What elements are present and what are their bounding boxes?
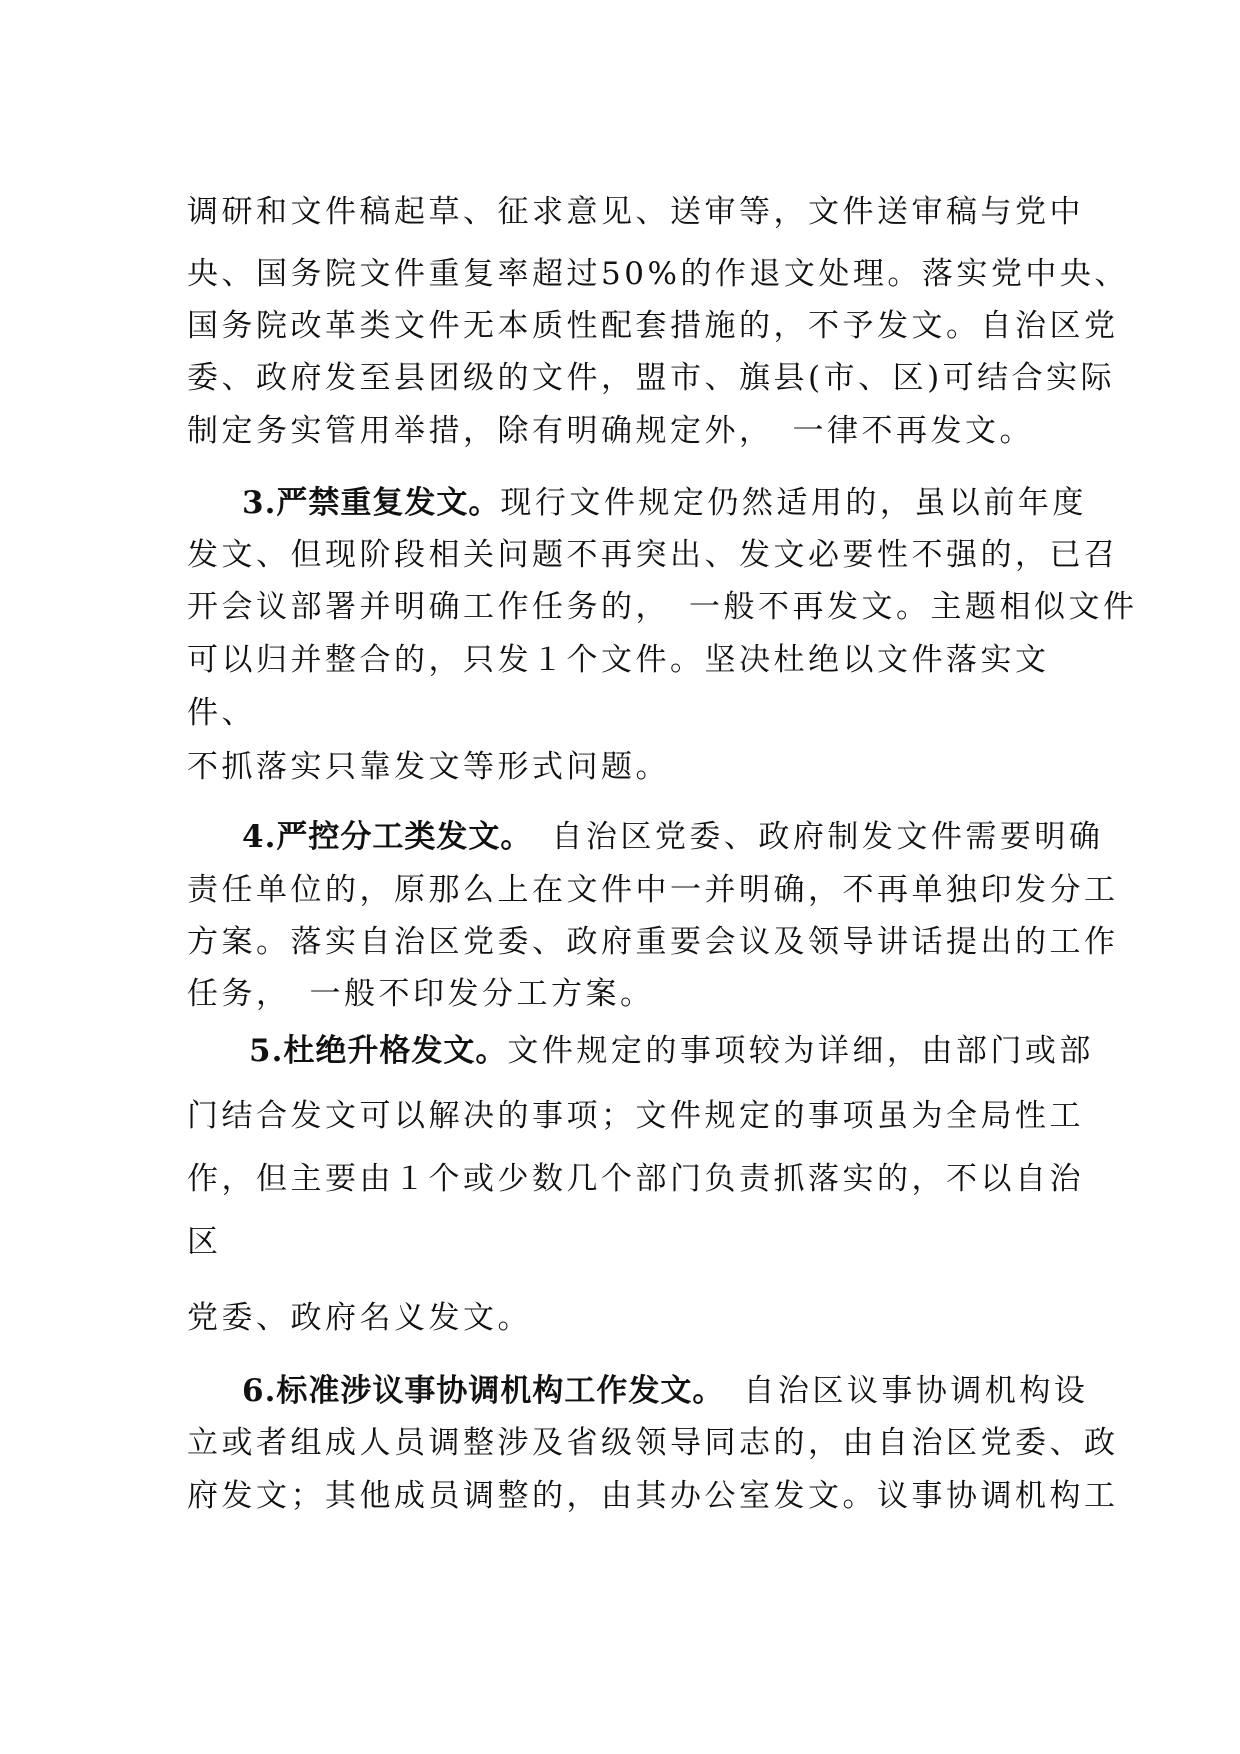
body-line: 发文、但现阶段相关问题不再突出、发文必要性不强的，已召 <box>187 537 1119 573</box>
body-line: 责任单位的，原那么上在文件中一并明确，不再单独印发分工 <box>187 872 1119 908</box>
section-6-first-line <box>242 1371 1088 1411</box>
body-line: 门结合发文可以解决的事项；文件规定的事项虽为全局性工 <box>187 1098 1084 1134</box>
body-line: 作，但主要由１个或少数几个部门负责抓落实的，不以自治 <box>187 1161 1084 1197</box>
section-4-first-line <box>242 817 1103 857</box>
body-line: 调研和文件稿起草、征求意见、送审等，文件送审稿与党中 <box>187 194 1084 230</box>
body-line: 区 <box>187 1224 222 1260</box>
body-line: 央、国务院文件重复率超过50%的作退文处理。落实党中央、 <box>187 256 1129 292</box>
body-line: 制定务实管用举措，除有明确规定外， 一律不再发文。 <box>187 413 1034 449</box>
body-line: 立或者组成人员调整涉及省级领导同志的，由自治区党委、政 <box>187 1425 1119 1461</box>
section-5-heading: 5.杜绝升格发文。 <box>249 1033 508 1069</box>
body-line: 国务院改革类文件无本质性配套措施的，不予发文。自治区党 <box>187 308 1119 344</box>
section-5-text: 文件规定的事项较为详细，由部门或部 <box>507 1033 1094 1069</box>
section-4-heading: 4.严控分工类发文。 <box>242 819 517 855</box>
section-4-text: 自治区党委、政府制发文件需要明确 <box>516 819 1104 855</box>
body-line: 方案。落实自治区党委、政府重要会议及领导讲话提出的工作 <box>187 924 1119 960</box>
section-3-text: 现行文件规定仍然适用的，虽以前年度 <box>500 485 1087 521</box>
body-line: 委、政府发至县团级的文件，盟市、旗县(市、区)可结合实际 <box>187 360 1116 396</box>
section-6-heading: 6.标准涉议事协调机构工作发文。 <box>242 1373 709 1409</box>
section-3-first-line <box>242 483 1087 523</box>
section-6-text: 自治区议事协调机构设 <box>708 1373 1089 1409</box>
section-3-heading: 3.严禁重复发文。 <box>242 485 501 521</box>
body-line: 府发文；其他成员调整的，由其办公室发文。议事协调机构工 <box>187 1478 1119 1514</box>
body-line: 件、 <box>187 695 256 731</box>
body-line: 不抓落实只靠发文等形式问题。 <box>187 749 670 785</box>
body-line: 可以归并整合的，只发１个文件。坚决杜绝以文件落实文 <box>187 642 1050 678</box>
section-5-first-line <box>249 1031 1094 1071</box>
body-line: 任务， 一般不印发分工方案。 <box>187 976 655 1012</box>
body-line: 党委、政府名义发文。 <box>187 1300 532 1336</box>
body-line: 开会议部署并明确工作任务的， 一般不再发文。主题相似文件 <box>187 589 1138 625</box>
